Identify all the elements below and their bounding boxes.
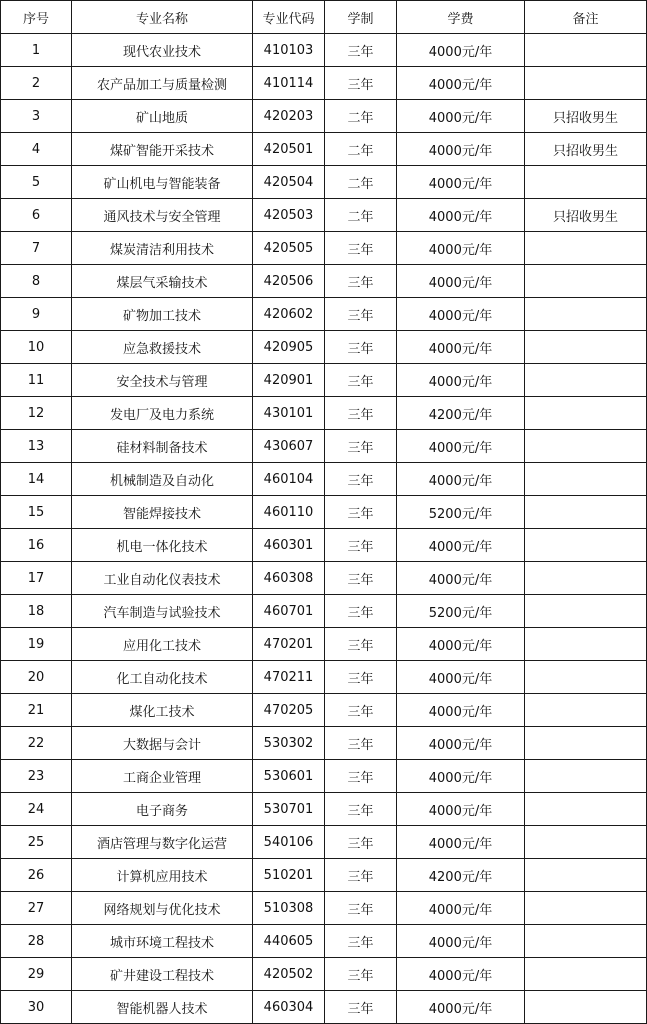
cell-major-code: 510308: [253, 892, 325, 925]
cell-duration: 二年: [325, 100, 397, 133]
cell-note: [525, 892, 647, 925]
cell-major-code: 420203: [253, 100, 325, 133]
cell-major-name: 通风技术与安全管理: [72, 199, 253, 232]
cell-duration: 三年: [325, 67, 397, 100]
cell-note: [525, 694, 647, 727]
cell-no: 28: [1, 925, 72, 958]
cell-major-code: 420502: [253, 958, 325, 991]
cell-major-name: 应用化工技术: [72, 628, 253, 661]
cell-major-name: 矿物加工技术: [72, 298, 253, 331]
table-row: [1, 826, 647, 859]
cell-tuition: 4000元/年: [397, 232, 525, 265]
cell-note: [525, 958, 647, 991]
cell-tuition: 5200元/年: [397, 595, 525, 628]
table-row: [1, 859, 647, 892]
cell-duration: 三年: [325, 562, 397, 595]
cell-duration: 三年: [325, 34, 397, 67]
table-row: [1, 595, 647, 628]
cell-major-name: 工商企业管理: [72, 760, 253, 793]
table-row: [1, 100, 647, 133]
cell-note: 只招收男生: [525, 100, 647, 133]
cell-no: 20: [1, 661, 72, 694]
cell-tuition: 4000元/年: [397, 100, 525, 133]
cell-note: [525, 793, 647, 826]
cell-duration: 三年: [325, 529, 397, 562]
cell-major-code: 470211: [253, 661, 325, 694]
cell-note: [525, 595, 647, 628]
cell-duration: 三年: [325, 958, 397, 991]
cell-tuition: 4000元/年: [397, 265, 525, 298]
cell-no: 8: [1, 265, 72, 298]
table-row: [1, 199, 647, 232]
table-row: [1, 760, 647, 793]
cell-no: 22: [1, 727, 72, 760]
cell-note: [525, 67, 647, 100]
cell-tuition: 4000元/年: [397, 133, 525, 166]
cell-duration: 二年: [325, 199, 397, 232]
table-row: [1, 562, 647, 595]
cell-major-code: 510201: [253, 859, 325, 892]
cell-tuition: 4000元/年: [397, 727, 525, 760]
cell-duration: 三年: [325, 892, 397, 925]
cell-major-name: 工业自动化仪表技术: [72, 562, 253, 595]
cell-no: 25: [1, 826, 72, 859]
cell-major-name: 矿井建设工程技术: [72, 958, 253, 991]
cell-no: 1: [1, 34, 72, 67]
cell-no: 12: [1, 397, 72, 430]
cell-note: [525, 859, 647, 892]
header-tuition: 学费: [397, 1, 525, 34]
cell-note: [525, 727, 647, 760]
cell-major-name: 大数据与会计: [72, 727, 253, 760]
cell-no: 4: [1, 133, 72, 166]
cell-duration: 三年: [325, 661, 397, 694]
cell-tuition: 4000元/年: [397, 166, 525, 199]
header-duration: 学制: [325, 1, 397, 34]
cell-duration: 三年: [325, 298, 397, 331]
cell-note: [525, 34, 647, 67]
cell-major-name: 安全技术与管理: [72, 364, 253, 397]
table-row: [1, 925, 647, 958]
cell-major-code: 430607: [253, 430, 325, 463]
cell-major-code: 470205: [253, 694, 325, 727]
cell-no: 13: [1, 430, 72, 463]
cell-major-code: 470201: [253, 628, 325, 661]
table-row: [1, 331, 647, 364]
cell-tuition: 4000元/年: [397, 826, 525, 859]
cell-duration: 三年: [325, 331, 397, 364]
cell-duration: 三年: [325, 991, 397, 1024]
cell-major-name: 机电一体化技术: [72, 529, 253, 562]
cell-major-name: 化工自动化技术: [72, 661, 253, 694]
cell-no: 21: [1, 694, 72, 727]
cell-major-code: 530302: [253, 727, 325, 760]
cell-major-code: 460308: [253, 562, 325, 595]
cell-no: 23: [1, 760, 72, 793]
cell-major-name: 电子商务: [72, 793, 253, 826]
cell-note: [525, 364, 647, 397]
cell-note: 只招收男生: [525, 199, 647, 232]
cell-major-name: 智能机器人技术: [72, 991, 253, 1024]
cell-tuition: 4000元/年: [397, 661, 525, 694]
header-major-code: 专业代码: [253, 1, 325, 34]
table-row: [1, 991, 647, 1024]
cell-major-code: 460104: [253, 463, 325, 496]
cell-duration: 三年: [325, 430, 397, 463]
cell-note: [525, 496, 647, 529]
table-row: [1, 397, 647, 430]
cell-note: [525, 232, 647, 265]
cell-note: [525, 166, 647, 199]
cell-major-name: 矿山机电与智能装备: [72, 166, 253, 199]
cell-no: 26: [1, 859, 72, 892]
cell-duration: 三年: [325, 727, 397, 760]
cell-major-code: 420905: [253, 331, 325, 364]
cell-major-code: 410114: [253, 67, 325, 100]
cell-duration: 三年: [325, 859, 397, 892]
cell-note: [525, 397, 647, 430]
table-row: [1, 496, 647, 529]
cell-tuition: 4200元/年: [397, 859, 525, 892]
table-row: [1, 67, 647, 100]
cell-duration: 三年: [325, 694, 397, 727]
cell-tuition: 4000元/年: [397, 925, 525, 958]
cell-note: [525, 661, 647, 694]
table-row: [1, 364, 647, 397]
table-row: [1, 265, 647, 298]
cell-major-code: 420901: [253, 364, 325, 397]
table-row: [1, 463, 647, 496]
cell-major-code: 460701: [253, 595, 325, 628]
cell-note: [525, 925, 647, 958]
cell-tuition: 4000元/年: [397, 991, 525, 1024]
cell-major-code: 460301: [253, 529, 325, 562]
cell-major-name: 农产品加工与质量检测: [72, 67, 253, 100]
table-row: [1, 958, 647, 991]
cell-major-code: 420504: [253, 166, 325, 199]
cell-note: [525, 265, 647, 298]
cell-major-code: 420506: [253, 265, 325, 298]
cell-major-name: 现代农业技术: [72, 34, 253, 67]
cell-note: [525, 991, 647, 1024]
cell-tuition: 4000元/年: [397, 364, 525, 397]
cell-major-name: 机械制造及自动化: [72, 463, 253, 496]
cell-tuition: 4000元/年: [397, 958, 525, 991]
cell-tuition: 4000元/年: [397, 694, 525, 727]
table-row: [1, 133, 647, 166]
cell-no: 14: [1, 463, 72, 496]
cell-no: 11: [1, 364, 72, 397]
cell-note: [525, 463, 647, 496]
cell-major-name: 网络规划与优化技术: [72, 892, 253, 925]
cell-no: 2: [1, 67, 72, 100]
cell-duration: 三年: [325, 463, 397, 496]
cell-tuition: 4000元/年: [397, 463, 525, 496]
table-row: [1, 661, 647, 694]
cell-major-name: 硅材料制备技术: [72, 430, 253, 463]
cell-no: 15: [1, 496, 72, 529]
cell-no: 3: [1, 100, 72, 133]
cell-note: 只招收男生: [525, 133, 647, 166]
cell-no: 29: [1, 958, 72, 991]
cell-duration: 二年: [325, 166, 397, 199]
cell-major-name: 应急救援技术: [72, 331, 253, 364]
cell-duration: 三年: [325, 628, 397, 661]
table-row: [1, 298, 647, 331]
cell-no: 9: [1, 298, 72, 331]
cell-major-code: 540106: [253, 826, 325, 859]
cell-duration: 三年: [325, 496, 397, 529]
cell-major-name: 煤层气采输技术: [72, 265, 253, 298]
cell-duration: 三年: [325, 793, 397, 826]
cell-major-code: 460110: [253, 496, 325, 529]
cell-tuition: 4000元/年: [397, 199, 525, 232]
cell-tuition: 4000元/年: [397, 430, 525, 463]
cell-no: 7: [1, 232, 72, 265]
cell-no: 30: [1, 991, 72, 1024]
cell-duration: 三年: [325, 364, 397, 397]
cell-tuition: 4000元/年: [397, 892, 525, 925]
cell-note: [525, 529, 647, 562]
cell-major-name: 计算机应用技术: [72, 859, 253, 892]
cell-major-code: 530601: [253, 760, 325, 793]
cell-no: 27: [1, 892, 72, 925]
cell-no: 6: [1, 199, 72, 232]
cell-tuition: 4000元/年: [397, 331, 525, 364]
cell-note: [525, 331, 647, 364]
cell-note: [525, 826, 647, 859]
cell-tuition: 4000元/年: [397, 67, 525, 100]
cell-tuition: 4000元/年: [397, 562, 525, 595]
table-row: [1, 694, 647, 727]
table-row: [1, 232, 647, 265]
cell-tuition: 4200元/年: [397, 397, 525, 430]
cell-no: 5: [1, 166, 72, 199]
cell-tuition: 4000元/年: [397, 298, 525, 331]
cell-duration: 二年: [325, 133, 397, 166]
cell-tuition: 5200元/年: [397, 496, 525, 529]
cell-duration: 三年: [325, 265, 397, 298]
header-row: [1, 1, 647, 34]
cell-no: 19: [1, 628, 72, 661]
cell-major-code: 420501: [253, 133, 325, 166]
cell-duration: 三年: [325, 595, 397, 628]
cell-major-code: 420505: [253, 232, 325, 265]
cell-major-name: 煤化工技术: [72, 694, 253, 727]
table-row: [1, 727, 647, 760]
cell-duration: 三年: [325, 397, 397, 430]
table-row: [1, 793, 647, 826]
cell-major-name: 发电厂及电力系统: [72, 397, 253, 430]
cell-major-code: 420503: [253, 199, 325, 232]
cell-note: [525, 628, 647, 661]
table-row: [1, 529, 647, 562]
table-row: [1, 166, 647, 199]
cell-duration: 三年: [325, 760, 397, 793]
cell-tuition: 4000元/年: [397, 529, 525, 562]
cell-major-code: 410103: [253, 34, 325, 67]
cell-major-name: 矿山地质: [72, 100, 253, 133]
cell-no: 18: [1, 595, 72, 628]
cell-major-name: 城市环境工程技术: [72, 925, 253, 958]
cell-note: [525, 760, 647, 793]
table-row: [1, 34, 647, 67]
header-note: 备注: [525, 1, 647, 34]
cell-note: [525, 430, 647, 463]
header-no: 序号: [1, 1, 72, 34]
header-major-name: 专业名称: [72, 1, 253, 34]
cell-major-name: 煤矿智能开采技术: [72, 133, 253, 166]
table-body: [1, 34, 647, 1024]
cell-duration: 三年: [325, 925, 397, 958]
cell-note: [525, 298, 647, 331]
cell-major-name: 智能焊接技术: [72, 496, 253, 529]
cell-major-name: 酒店管理与数字化运营: [72, 826, 253, 859]
cell-duration: 三年: [325, 232, 397, 265]
table-row: [1, 430, 647, 463]
cell-tuition: 4000元/年: [397, 34, 525, 67]
cell-major-code: 430101: [253, 397, 325, 430]
cell-tuition: 4000元/年: [397, 793, 525, 826]
table-row: [1, 892, 647, 925]
cell-no: 16: [1, 529, 72, 562]
cell-major-code: 530701: [253, 793, 325, 826]
cell-major-name: 汽车制造与试验技术: [72, 595, 253, 628]
cell-no: 17: [1, 562, 72, 595]
cell-major-name: 煤炭清洁利用技术: [72, 232, 253, 265]
cell-major-code: 440605: [253, 925, 325, 958]
table-row: [1, 628, 647, 661]
cell-note: [525, 562, 647, 595]
cell-no: 24: [1, 793, 72, 826]
cell-major-code: 420602: [253, 298, 325, 331]
cell-duration: 三年: [325, 826, 397, 859]
cell-no: 10: [1, 331, 72, 364]
cell-tuition: 4000元/年: [397, 760, 525, 793]
cell-major-code: 460304: [253, 991, 325, 1024]
cell-tuition: 4000元/年: [397, 628, 525, 661]
